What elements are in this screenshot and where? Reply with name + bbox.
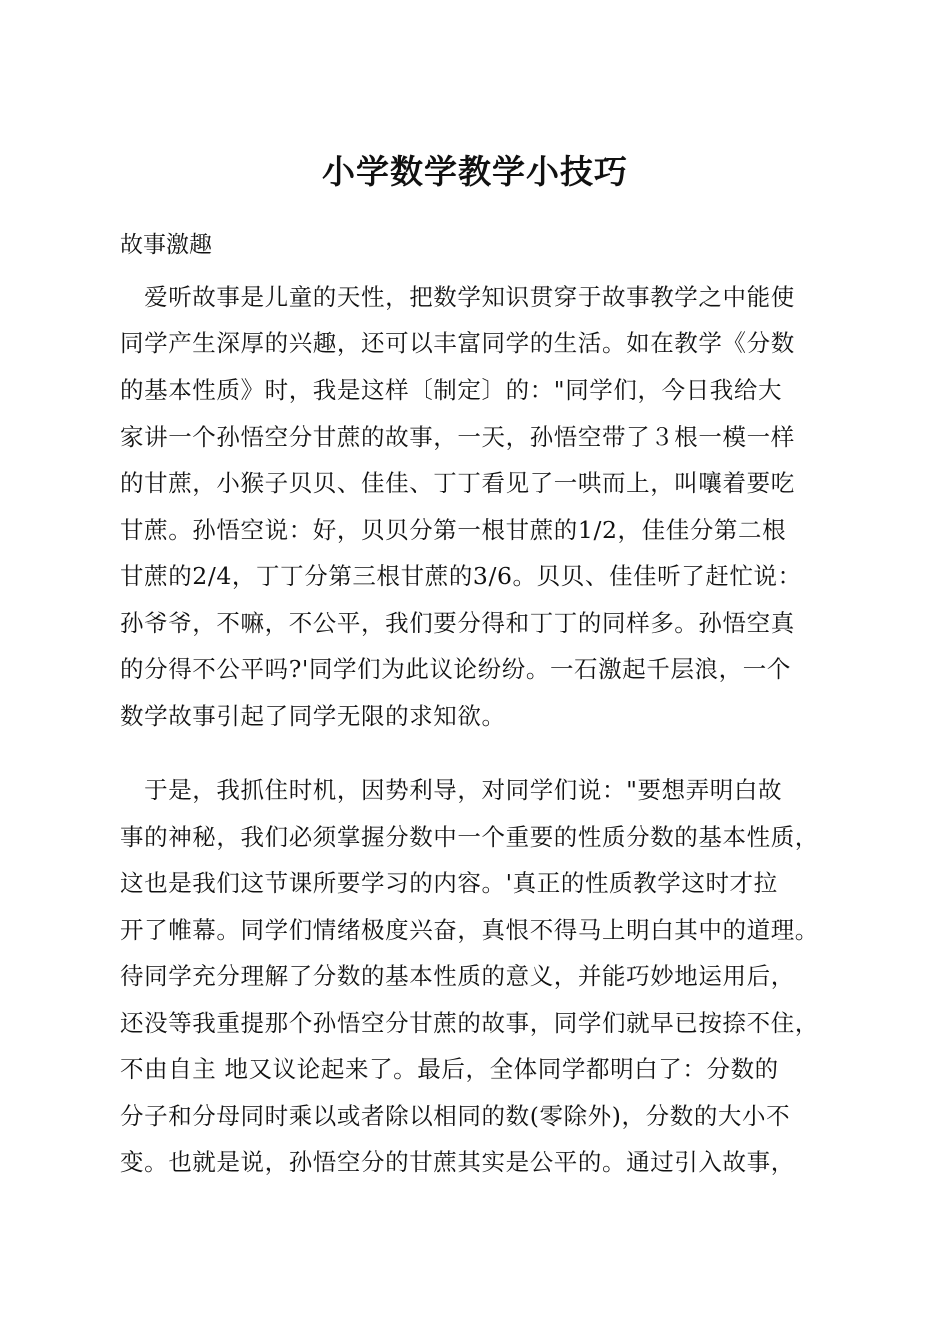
paragraph-line: 孙爷爷，不嘛，不公平，我们要分得和丁丁的同样多。孙悟空真 — [120, 609, 795, 637]
paragraph-line: 的基本性质》时，我是这样〔制定〕的："同学们，今日我给大 — [120, 376, 783, 404]
paragraph-line: 不由自主 地又议论起来了。最后，全体同学都明白了：分数的 — [120, 1055, 779, 1083]
document-title: 小学数学教学小技巧 — [322, 152, 628, 191]
paragraph-line: 的分得不公平吗?'同学们为此议论纷纷。一石激起千层浪，一个 — [120, 655, 791, 683]
paragraph-line: 甘蔗。孙悟空说：好，贝贝分第一根甘蔗的1/2，佳佳分第二根 — [120, 516, 787, 544]
paragraph-line: 变。也就是说，孙悟空分的甘蔗其实是公平的。通过引入故事， — [120, 1148, 795, 1176]
paragraph-line: 同学产生深厚的兴趣，还可以丰富同学的生活。如在教学《分数 — [120, 329, 795, 357]
paragraph-line: 这也是我们这节课所要学习的内容。'真正的性质教学这时才拉 — [120, 869, 778, 897]
paragraph-line: 分子和分母同时乘以或者除以相同的数(零除外)，分数的大小不 — [120, 1102, 791, 1130]
paragraph-line: 于是，我抓住时机，因势利导，对同学们说："要想弄明白故 — [120, 776, 783, 804]
paragraph-line: 甘蔗的2/4，丁丁分第三根甘蔗的3/6。贝贝、佳佳听了赶忙说： — [120, 562, 802, 590]
paragraph-line: 的甘蔗，小猴子贝贝、佳佳、丁丁看见了一哄而上，叫嚷着要吃 — [120, 469, 795, 497]
paragraph-line: 开了帷幕。同学们情绪极度兴奋，真恨不得马上明白其中的道理。 — [120, 916, 819, 944]
paragraph-line: 事的神秘，我们必须掌握分数中一个重要的性质分数的基本性质， — [120, 823, 819, 851]
paragraph-line: 数学故事引起了同学无限的求知欲。 — [120, 702, 506, 730]
paragraph-line: 待同学充分理解了分数的基本性质的意义，并能巧妙地运用后， — [120, 962, 795, 990]
paragraph-line: 还没等我重提那个孙悟空分甘蔗的故事，同学们就早已按捺不住， — [120, 1009, 819, 1037]
paragraph-line: 爱听故事是儿童的天性，把数学知识贯穿于故事教学之中能使 — [120, 283, 795, 311]
paragraph-line: 家讲一个孙悟空分甘蔗的故事，一天，孙悟空带了３根一模一样 — [120, 423, 795, 451]
section-heading: 故事激趣 — [120, 232, 212, 258]
